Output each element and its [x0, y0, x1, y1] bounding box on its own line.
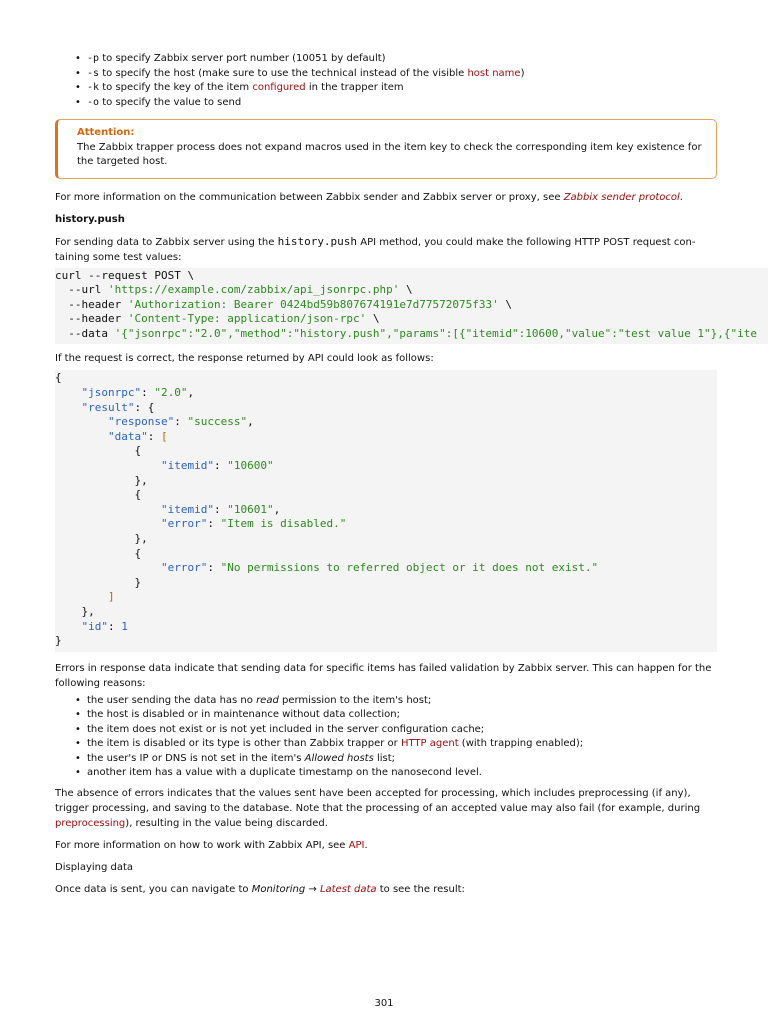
once-paragraph: Once data is sent, you can navigate to Monitoring → Latest data to see the result: [55, 883, 465, 895]
list-item: • -p to specify Zabbix server port number (10051 by default) [87, 52, 717, 67]
reasons-list [55, 694, 717, 781]
attention-callout [55, 119, 717, 179]
list-item: • the host is disabled or in maintenance without data collection; [87, 708, 717, 723]
latest-data-link[interactable]: Latest data [319, 883, 377, 895]
list-item: • -k to specify the key of the item configured in the trapper item [87, 81, 717, 96]
more-info-paragraph: For more information on the communication between Zabbix sender and Zabbix server or proxy, see Zabbix sender protocol. [55, 191, 683, 203]
configured-link[interactable]: configured [252, 82, 306, 93]
attention-title: Attention: [77, 127, 135, 138]
preprocessing-link[interactable]: preprocessing [55, 817, 126, 829]
absence-paragraph: The absence of errors indicates that the values sent have been accepted for processing, which includes preprocessing (if any), trigger processing, and saving to the database. Note that the processing of an accepted value may also fail (for example, during preprocessing), resulting in the value being discarded. [55, 787, 701, 829]
list-item: • the user's IP or DNS is not set in the item's Allowed hosts list; [87, 752, 717, 767]
http-agent-link[interactable]: HTTP agent [400, 738, 459, 750]
document-page [55, 52, 757, 897]
list-item: • the item is disabled or its type is other than Zabbix trapper or HTTP agent (with trapping enabled); [87, 737, 717, 752]
method-code: history.push [277, 234, 358, 248]
list-item: • the user sending the data has no read permission to the item's host; [87, 694, 717, 709]
host-name-link[interactable]: host name [467, 67, 521, 79]
list-item: • -o to specify the value to send [87, 96, 717, 111]
attention-body: The Zabbix trapper process does not expand macros used in the item key to check the corresponding item key existence for the targeted host. [77, 141, 702, 167]
flag-code: -p [87, 53, 100, 64]
displaying-data-heading: Displaying data [55, 861, 134, 873]
api-link[interactable]: API [348, 839, 365, 851]
errors-intro: Errors in response data indicate that sending data for specific items has failed validation by Zabbix server. This can happen for the following reasons: [55, 662, 712, 689]
flag-code: -k [87, 82, 100, 93]
list-item: • the item does not exist or is not yet included in the server configuration cache; [87, 723, 717, 738]
json-response-block: { "jsonrpc": "2.0", "result": { "response": "success", "data": [ { "itemid": "10600" }, { "itemid": "10601", "error": "Item is disabled." }, { "error": "No permissions to referred object or it does not exist." } ] }, "id": 1 } [55, 370, 717, 651]
curl-code-block: curl --request POST \ --url 'https://example.com/zabbix/api_jsonrpc.php' \ --header 'Authorization: Bearer 0424bd59b807674191e7d77572075f33' \ --header 'Content-Type: application/json-rpc' \ --data '{"jsonrpc":"2.0","method":"history.push","params":[{"itemid":10600,"value":"test value 1"},{"ite [55, 268, 768, 345]
flag-code: -s [87, 67, 100, 79]
flag-code: -o [87, 96, 100, 108]
page-number: 301 [374, 998, 394, 1009]
list-item: • another item has a value with a duplicate timestamp on the nanosecond level. [87, 766, 717, 781]
list-item: • -s to specify the host (make sure to use the technical instead of the visible host name) [87, 67, 717, 82]
sender-protocol-link[interactable]: Zabbix sender protocol [563, 191, 680, 203]
response-intro: If the request is correct, the response returned by API could look as follows: [55, 353, 434, 365]
flag-list [55, 52, 717, 110]
sending-paragraph: For sending data to Zabbix server using the history.push API method, you could make the following HTTP POST request con-taining some test values: [55, 234, 696, 263]
more-api-paragraph: For more information on how to work with Zabbix API, see API. [55, 839, 368, 851]
history-push-heading: history.push [55, 213, 125, 225]
